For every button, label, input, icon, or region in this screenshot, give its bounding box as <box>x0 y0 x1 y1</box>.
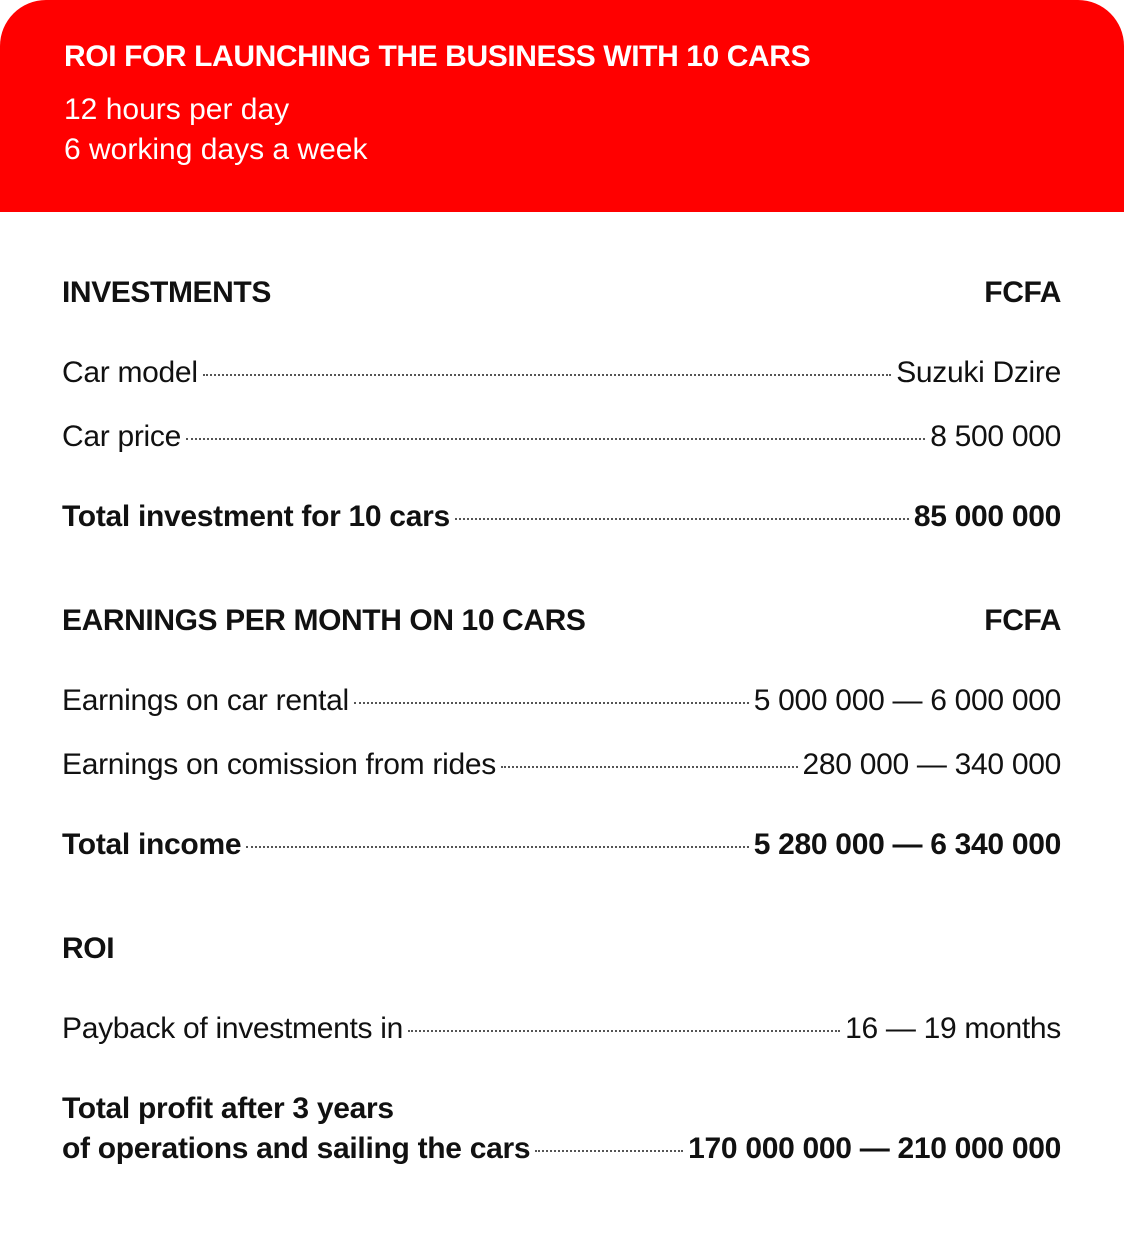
header-title: ROI FOR LAUNCHING THE BUSINESS WITH 10 CARS <box>64 40 811 73</box>
earnings-heading-row <box>62 604 1061 638</box>
dotted-leader <box>501 766 798 768</box>
car-model-label: Car model <box>62 356 198 389</box>
total-income-label: Total income <box>62 828 242 861</box>
car-model-row <box>62 356 1061 390</box>
car-price-row <box>62 420 1061 454</box>
dotted-leader <box>535 1150 683 1152</box>
total-profit-label-line1: Total profit after 3 years <box>62 1092 394 1125</box>
investments-heading-row <box>62 276 1061 310</box>
dotted-leader <box>186 438 925 440</box>
dotted-leader <box>354 702 749 704</box>
total-profit-value: 170 000 000 — 210 000 000 <box>688 1132 1061 1165</box>
total-investment-value: 85 000 000 <box>913 500 1061 533</box>
total-investment-row <box>62 500 1061 534</box>
earnings-currency: FCFA <box>984 604 1061 637</box>
investments-heading: INVESTMENTS <box>62 276 271 309</box>
dotted-leader <box>246 846 749 848</box>
payback-label: Payback of investments in <box>62 1012 404 1045</box>
header-hours: 12 hours per day <box>64 93 290 126</box>
car-price-label: Car price <box>62 420 181 453</box>
roi-heading: ROI <box>62 932 115 965</box>
total-investment-label: Total investment for 10 cars <box>62 500 450 533</box>
total-profit-block <box>62 1092 1061 1166</box>
earnings-heading: EARNINGS PER MONTH ON 10 CARS <box>62 604 586 637</box>
header-banner <box>0 0 1124 212</box>
car-rental-label: Earnings on car rental <box>62 684 349 717</box>
payback-value: 16 — 19 months <box>845 1012 1061 1045</box>
dotted-leader <box>203 374 892 376</box>
commission-value: 280 000 — 340 000 <box>802 748 1061 781</box>
header-days: 6 working days a week <box>64 133 368 166</box>
car-rental-row <box>62 684 1061 718</box>
car-rental-value: 5 000 000 — 6 000 000 <box>753 684 1061 717</box>
car-model-value: Suzuki Dzire <box>896 356 1061 389</box>
payback-row <box>62 1012 1061 1046</box>
commission-label: Earnings on comission from rides <box>62 748 496 781</box>
total-income-row <box>62 828 1061 862</box>
dotted-leader <box>408 1030 840 1032</box>
dotted-leader <box>455 518 909 520</box>
total-profit-row <box>62 1132 1061 1166</box>
total-income-value: 5 280 000 — 6 340 000 <box>753 828 1061 861</box>
investments-currency: FCFA <box>984 276 1061 309</box>
commission-row <box>62 748 1061 782</box>
total-profit-label-line2: of operations and sailing the cars <box>62 1132 531 1165</box>
car-price-value: 8 500 000 <box>930 420 1061 453</box>
roi-heading-row <box>62 932 1061 966</box>
